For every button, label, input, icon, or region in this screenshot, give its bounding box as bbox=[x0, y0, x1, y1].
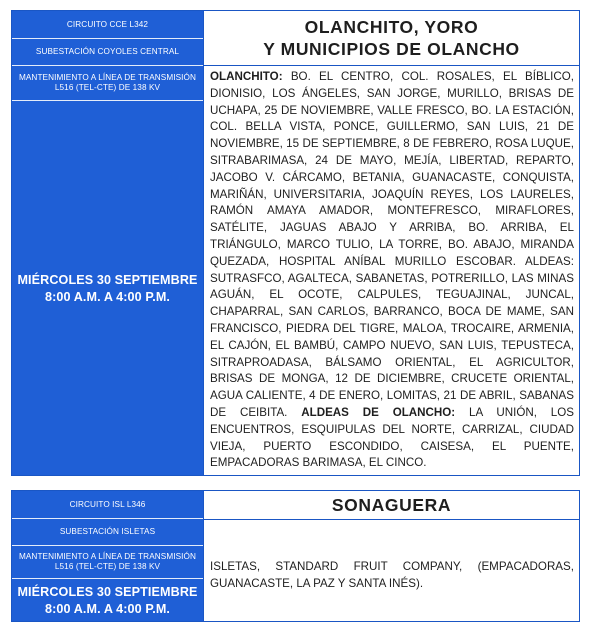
affected-areas-text: ISLETAS, STANDARD FRUIT COMPANY, (EMPACADORAS, GUANACASTE, LA PAZ Y SANTA INÉS). bbox=[210, 560, 574, 590]
outage-date: MIÉRCOLES 30 SEPTIEMBRE bbox=[17, 584, 198, 599]
olanchito-label: OLANCHITO: bbox=[210, 70, 283, 83]
area-title bbox=[204, 11, 579, 66]
olancho-areas: LA UNIÓN, LOS ENCUENTROS, ESQUIPULAS DEL NORTE, CARRIZAL, CIUDAD VIEJA, PUERTO ESCONDIDO, CAISESA, EL PUENTE, EMPACADORAS BARIMASA, EL CINCO. bbox=[210, 405, 575, 470]
maintenance-label: MANTENIMIENTO A LÍNEA DE TRANSMISIÓN L516 (TEL-CTE) DE 138 KV bbox=[12, 66, 203, 101]
outage-block-olanchito bbox=[11, 10, 580, 476]
outage-block-sonaguera bbox=[11, 490, 580, 622]
outage-info-column bbox=[12, 491, 203, 621]
circuit-label: CIRCUITO ISL L346 bbox=[12, 491, 203, 519]
maintenance-label: MANTENIMIENTO A LÍNEA DE TRANSMISIÓN L516 (TEL-CTE) DE 138 KV bbox=[12, 546, 203, 579]
area-title-line1: OLANCHITO, YORO bbox=[304, 17, 479, 37]
area-title-line1: SONAGUERA bbox=[331, 495, 452, 515]
outage-time: 8:00 A.M. A 4:00 P.M. bbox=[44, 289, 171, 304]
affected-areas-column bbox=[203, 11, 579, 475]
schedule-cell bbox=[12, 101, 203, 476]
schedule-cell bbox=[12, 579, 203, 622]
area-title-line2: Y MUNICIPIOS DE OLANCHO bbox=[263, 39, 520, 59]
outage-time: 8:00 A.M. A 4:00 P.M. bbox=[44, 601, 171, 616]
substation-label: SUBESTACIÓN COYOLES CENTRAL bbox=[12, 39, 203, 66]
area-title bbox=[204, 491, 579, 520]
substation-label: SUBESTACIÓN ISLETAS bbox=[12, 519, 203, 546]
olancho-label: ALDEAS DE OLANCHO: bbox=[301, 405, 456, 419]
affected-areas-text bbox=[210, 69, 574, 472]
circuit-label: CIRCUITO CCE L342 bbox=[12, 11, 203, 39]
olanchito-areas: BO. EL CENTRO, COL. ROSALES, EL BÍBLICO, DIONISIO, LOS ÁNGELES, SAN JORGE, MURILLO, BRISAS DE UCHAPA, 25 DE NOVIEMBRE, VALLE FRESCO, BO. LA ESTACIÓN, COL. BELLA VISTA, PONCE, GUILLERMO, SAN LUIS, 21 DE NOVIEMBRE, 15 DE SEPTIEMBRE, 8 DE FEBRERO, ROSA LUQUE, SITRABARIMASA, 24 DE MAYO, MEJÍA, LIBERTAD, REPARTO, JACOBO V. CÁRCAMO, BETANIA, GUANACASTE, CONQUISTA, MARIÑÁN, UNIVERSITARIA, JOAQUÍN REYES, LOS LAURELES, RAMÓN AMAYA AMADOR, MONTEFRESCO, MIRAFLORES, SATÉLITE, JAGUAS ABAJO Y ARRIBA, BO. ARRIBA, EL TRIÁNGULO, MARCO TULIO, LA TORRE, BO. ABAJO, MIRANDA QUEZADA, HOSPITAL ANÍBAL MURILLO ESCOBAR. ALDEAS: SUTRASFCO, AGALTECA, SABANETAS, POTRERILLO, LAS MINAS AGUÁN, EL OCOTE, CALPULES, TEGUAJINAL, JUNCAL, CHAPARRAL, SAN CARLOS, BARRANCO, BOCA DE MAME, SAN FRANCISCO, PIEDRA DEL TIGRE, MALOA, TROCAIRE, ARMENIA, EL CAJÓN, EL BAMBÚ, CAMPO NUEVO, SAN LUIS, TEPUSTECA, SITRAPROADASA, BÁLSAMO ORIENTAL, EL AGRICULTOR, BRISAS DE MONGA, 12 DE DICIEMBRE, CRUCETE ORIENTAL, AGUA CALIENTE, 4 DE ENERO, LOMITAS, 21 DE ABRIL, SABANAS DE CEIBITA. bbox=[210, 70, 574, 419]
outage-date: MIÉRCOLES 30 SEPTIEMBRE bbox=[17, 272, 198, 287]
outage-info-column bbox=[12, 11, 203, 475]
affected-areas-column bbox=[203, 491, 579, 621]
